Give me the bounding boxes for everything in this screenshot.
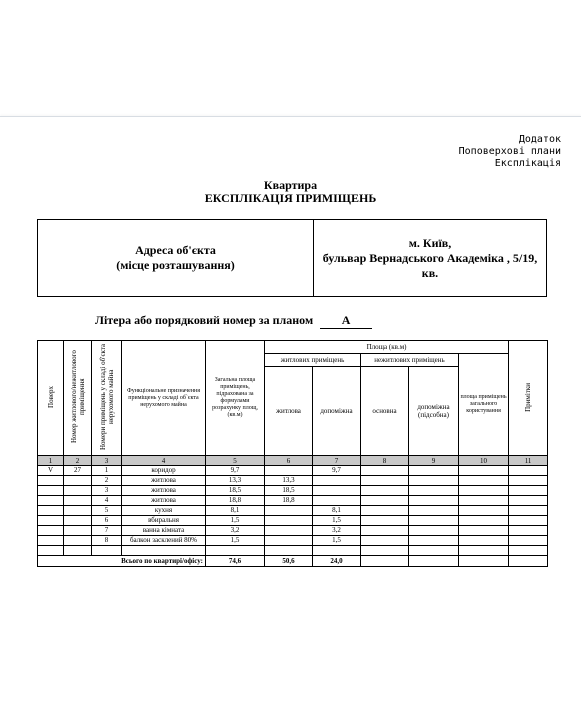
cell-empty	[459, 536, 509, 546]
cell-empty	[509, 486, 548, 496]
address-city: м. Київ,	[408, 235, 452, 250]
address-label	[38, 220, 314, 296]
column-number: 4	[122, 456, 206, 466]
cell-apt	[64, 516, 92, 526]
cell-empty	[409, 496, 459, 506]
cell-empty	[509, 536, 548, 546]
cell-purpose: кухня	[122, 506, 206, 516]
cell-living	[265, 526, 313, 536]
cell-empty	[509, 476, 548, 486]
appendix-line-1: Додаток	[518, 134, 561, 145]
cell-living: 13,3	[265, 476, 313, 486]
column-number: 3	[92, 456, 122, 466]
plan-number-line	[95, 313, 372, 329]
cell-total: 9,7	[206, 466, 265, 476]
cell-living	[265, 506, 313, 516]
cell-total: 8,1	[206, 506, 265, 516]
cell-empty	[509, 556, 548, 567]
cell-room: 2	[92, 476, 122, 486]
cell-empty	[361, 476, 409, 486]
column-number: 2	[64, 456, 92, 466]
cell-room: 4	[92, 496, 122, 506]
total-area: 74,6	[206, 556, 265, 567]
cell-apt: 27	[64, 466, 92, 476]
cell-purpose: коридор	[122, 466, 206, 476]
header-living: житлова	[265, 367, 313, 456]
cell-empty	[459, 506, 509, 516]
plan-number-label: Літера або порядковий номер за планом	[95, 313, 314, 327]
cell-living	[265, 516, 313, 526]
cell-floor: V	[38, 466, 64, 476]
table-row	[38, 466, 548, 476]
cell-total: 18,8	[206, 496, 265, 506]
cell-empty	[361, 506, 409, 516]
cell-apt	[64, 496, 92, 506]
cell-aux	[313, 496, 361, 506]
header-apt-number: Номер житлового/нежитлового приміщення	[64, 341, 92, 456]
cell-empty	[361, 556, 409, 567]
cell-total: 13,3	[206, 476, 265, 486]
cell-purpose: житлова	[122, 496, 206, 506]
cell-empty	[361, 526, 409, 536]
total-label: Всього по квартирі/офісу:	[38, 556, 206, 567]
cell-empty	[361, 496, 409, 506]
cell-floor	[38, 476, 64, 486]
cell-aux: 3,2	[313, 526, 361, 536]
cell-empty	[361, 466, 409, 476]
column-number: 5	[206, 456, 265, 466]
cell-floor	[38, 496, 64, 506]
cell-empty	[409, 556, 459, 567]
cell-empty	[459, 526, 509, 536]
cell-empty	[409, 486, 459, 496]
table-row	[38, 516, 548, 526]
column-number: 11	[509, 456, 548, 466]
cell-total: 18,5	[206, 486, 265, 496]
address-label-line-2: (місце розташування)	[116, 258, 235, 272]
cell-room: 6	[92, 516, 122, 526]
cell-floor	[38, 506, 64, 516]
cell-floor	[38, 516, 64, 526]
cell-empty	[409, 506, 459, 516]
cell-empty	[509, 466, 548, 476]
cell-empty	[409, 526, 459, 536]
cell-empty	[509, 526, 548, 536]
cell-purpose: балкон засклений 80%	[122, 536, 206, 546]
cell-apt	[64, 476, 92, 486]
cell-purpose: житлова	[122, 476, 206, 486]
header-floor: Поверх	[38, 341, 64, 456]
cell-aux: 1,5	[313, 536, 361, 546]
cell-total: 1,5	[206, 516, 265, 526]
table-row	[38, 536, 548, 546]
address-box	[37, 219, 547, 297]
table-row	[38, 496, 548, 506]
column-numbers-row	[38, 456, 548, 466]
cell-total: 1,5	[206, 536, 265, 546]
column-number: 1	[38, 456, 64, 466]
cell-living: 18,5	[265, 486, 313, 496]
cell-floor	[38, 536, 64, 546]
total-aux: 24,0	[313, 556, 361, 567]
address-label-line-1: Адреса об'єкта	[135, 243, 216, 257]
table-row	[38, 506, 548, 516]
cell-floor	[38, 486, 64, 496]
cell-room: 7	[92, 526, 122, 536]
cell-empty	[409, 536, 459, 546]
header-total-area: Загальна площа приміщень, підрахована за формулами розрахунку площ, (кв.м)	[206, 341, 265, 456]
cell-empty	[361, 516, 409, 526]
header-residential: житлових приміщень	[265, 354, 361, 367]
appendix-line-3: Експлікація	[494, 158, 561, 169]
cell-living: 18,8	[265, 496, 313, 506]
cell-purpose: ванна кімната	[122, 526, 206, 536]
cell-living	[265, 536, 313, 546]
column-number: 7	[313, 456, 361, 466]
header-common-area: площа приміщень загального користування	[459, 354, 509, 456]
explication-table	[37, 340, 548, 567]
total-row	[38, 556, 548, 567]
cell-aux: 1,5	[313, 516, 361, 526]
cell-aux	[313, 486, 361, 496]
header-nonresidential: нежитлових приміщень	[361, 354, 459, 367]
header-auxiliary: допоміжна	[313, 367, 361, 456]
doc-title-explication: ЕКСПЛІКАЦІЯ ПРИМІЩЕНЬ	[204, 191, 377, 205]
table-row	[38, 526, 548, 536]
header-area-group: Площа (кв.м)	[265, 341, 509, 354]
column-number: 10	[459, 456, 509, 466]
cell-aux: 9,7	[313, 466, 361, 476]
table-row-spacer	[38, 546, 548, 556]
cell-empty	[509, 506, 548, 516]
header-main: основна	[361, 367, 409, 456]
table-row	[38, 486, 548, 496]
appendix-note	[459, 134, 561, 170]
header-purpose: Функціональне призначення приміщень у складі об`єкта нерухомого майна	[122, 341, 206, 456]
address-street: бульвар Вернадського Академіка , 5/19,	[322, 250, 538, 265]
plan-number-value: А	[320, 313, 372, 329]
header-auxiliary-sub: допоміжна (підсобна)	[409, 367, 459, 456]
cell-empty	[361, 486, 409, 496]
cell-apt	[64, 506, 92, 516]
cell-empty	[459, 476, 509, 486]
table-row	[38, 476, 548, 486]
cell-apt	[64, 526, 92, 536]
total-living: 50,6	[265, 556, 313, 567]
doc-title-apartment: Квартира	[263, 178, 318, 192]
cell-room: 1	[92, 466, 122, 476]
cell-aux	[313, 476, 361, 486]
cell-empty	[409, 516, 459, 526]
cell-room: 8	[92, 536, 122, 546]
appendix-line-2: Поповерхові плани	[458, 146, 561, 157]
cell-purpose: житлова	[122, 486, 206, 496]
cell-room: 5	[92, 506, 122, 516]
cell-living	[265, 466, 313, 476]
cell-empty	[409, 466, 459, 476]
cell-total: 3,2	[206, 526, 265, 536]
cell-empty	[409, 476, 459, 486]
cell-empty	[459, 556, 509, 567]
cell-empty	[509, 516, 548, 526]
address-apartment: кв.	[421, 265, 439, 280]
cell-empty	[459, 466, 509, 476]
cell-empty	[361, 536, 409, 546]
column-number: 6	[265, 456, 313, 466]
cell-empty	[459, 516, 509, 526]
column-number: 9	[409, 456, 459, 466]
header-room-number: Номери приміщень у складі об'єкта нерухомого майна	[92, 341, 122, 456]
cell-aux: 8,1	[313, 506, 361, 516]
header-notes: Примітки	[509, 341, 548, 456]
cell-purpose: вбиральня	[122, 516, 206, 526]
cell-floor	[38, 526, 64, 536]
address-value	[314, 220, 546, 296]
column-number: 8	[361, 456, 409, 466]
cell-apt	[64, 536, 92, 546]
cell-empty	[509, 496, 548, 506]
cell-empty	[459, 496, 509, 506]
cell-room: 3	[92, 486, 122, 496]
cell-empty	[459, 486, 509, 496]
cell-apt	[64, 486, 92, 496]
